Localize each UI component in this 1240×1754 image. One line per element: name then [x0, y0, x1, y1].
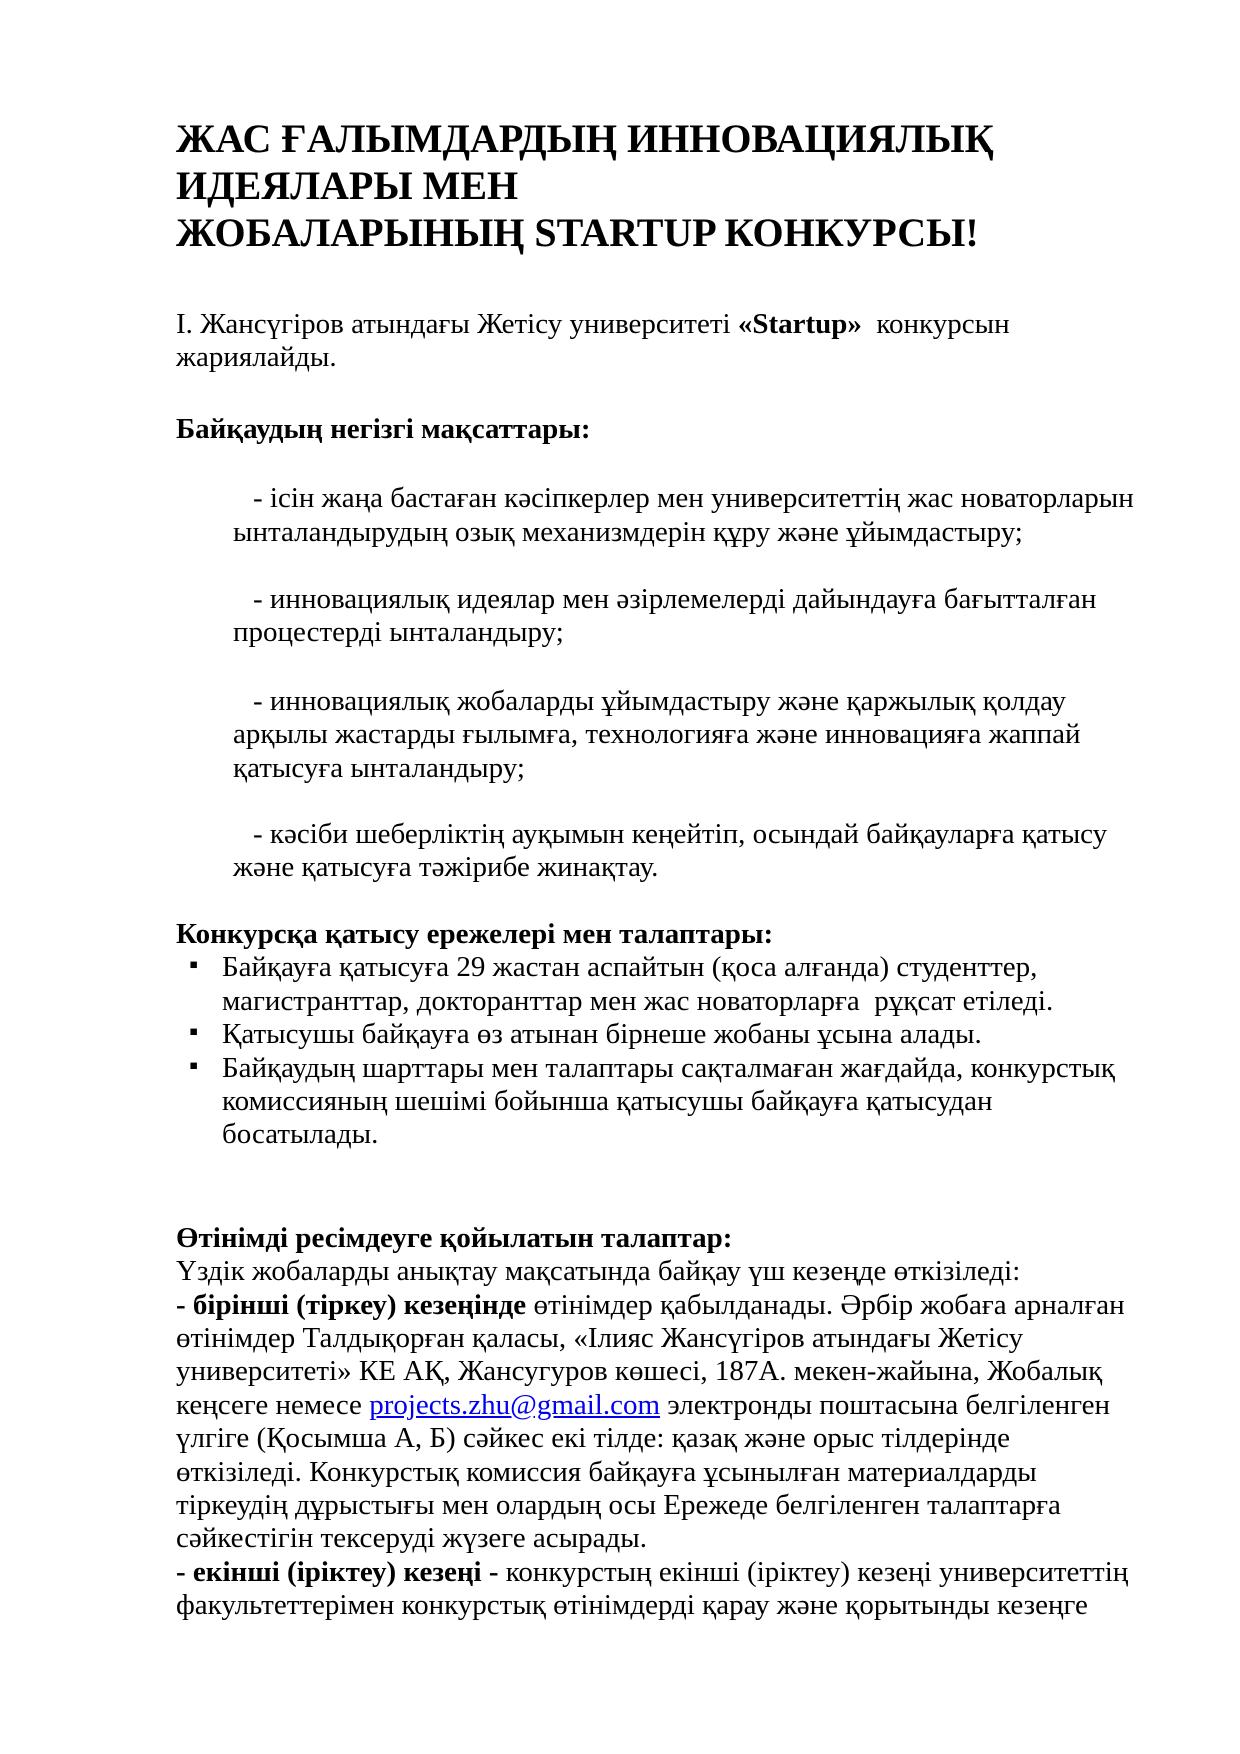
- rules-item-text: Байқаудың шарттары мен талаптары сақталмаған жағдайда, конкурстық комиссияның шешімі бойынша қатысушы байқауға қатысудан босатылады.: [222, 1051, 1123, 1151]
- stage1-paragraph: [176, 1289, 1136, 1556]
- goal-item-3: - инновациялық жобаларды ұйымдастыру және қаржылық қолдау арқылы жастарды ғылымға, технологияға және инновацияға жаппай қатысуға ынталандыру;: [233, 684, 1088, 784]
- rules-heading: Конкурсқа қатысу ережелері мен талаптары:: [176, 917, 774, 950]
- stage2-paragraph: [176, 1556, 1136, 1623]
- startup-keyword: «Startup»: [737, 308, 862, 340]
- rules-list-item-1: [176, 951, 1136, 1018]
- goal-item-2: - инновациялық идеялар мен әзірлемелерді дайындауға бағытталған процестерді ынталандыру;: [233, 583, 1104, 649]
- stage2-text: конкурстың екінші (іріктеу) кезеңі университеттің факультеттерімен конкурстық өтінімдерді қарау және қорытынды кезеңге: [176, 1555, 1136, 1622]
- rules-item-text: Байқауға қатысуға 29 жастан аспайтын (қоса алғанда) студенттер, магистранттар, докторанттар мен жас новаторларға рұқсат етіледі.: [222, 951, 1054, 1017]
- square-bullet-icon: ▪: [189, 1017, 199, 1047]
- title-line-1: ЖАС ҒАЛЫМДАРДЫҢ ИННОВАЦИЯЛЫҚ: [176, 116, 994, 161]
- rules-list-item-2: [176, 1018, 1136, 1051]
- stage2-lead-in: - екінші (іріктеу) кезеңі -: [176, 1555, 499, 1588]
- rules-list-item-3: [176, 1052, 1136, 1152]
- requirements-intro: Үздік жобаларды анықтау мақсатында байқау үш кезеңде өткізіледі:: [176, 1255, 1021, 1288]
- stage1-lead-in: - бірінші (тіркеу) кезеңінде: [176, 1288, 527, 1321]
- document-title: [176, 115, 1136, 256]
- goals-heading: Байқаудың негізгі мақсаттары:: [176, 412, 591, 445]
- goal-item-1: - ісін жаңа бастаған кәсіпкерлер мен университеттің жас новаторларын ынталандырудың озық механизмдерін құру және ұйымдастыру;: [233, 482, 1142, 548]
- requirements-heading: Өтінімді ресімдеуге қойылатын талаптар:: [176, 1221, 733, 1254]
- rules-list: [176, 951, 1136, 1151]
- intro-paragraph: [176, 308, 1136, 375]
- intro-line-2: жариялайды.: [176, 341, 337, 374]
- intro-text: І. Жансүгіров атындағы Жетісу университеті: [176, 308, 738, 340]
- stage1-text-continued: электронды поштасына белгіленген үлгіге (Қосымша А, Б) сәйкес екі тілде: қазақ және орыс тілдерінде өткізіледі. Конкурстық комиссия байқауға ұсынылған материалдарды тіркеудің дұрыстығы мен олардың осы Ережеде белгіленген талаптарға сәйкестігін тексеруді жүзеге асырады.: [176, 1388, 1118, 1555]
- rules-item-text: Қатысушы байқауға өз атынан бірнеше жобаны ұсына алады.: [222, 1018, 982, 1051]
- title-line-3: ЖОБАЛАРЫНЫҢ STARTUP КОНКУРСЫ!: [176, 210, 979, 255]
- goal-item-4: - кәсіби шеберліктің ауқымын кеңейтіп, осындай байқауларға қатысу және қатысуға тәжірибе жинақтау.: [233, 818, 1115, 884]
- square-bullet-icon: ▪: [189, 1050, 199, 1080]
- title-line-2: ИДЕЯЛАРЫ МЕН: [176, 163, 519, 208]
- square-bullet-icon: ▪: [189, 950, 199, 980]
- email-link[interactable]: projects.zhu@gmail.com: [369, 1388, 661, 1421]
- intro-text-continued: конкурсын: [861, 308, 1010, 340]
- stage1-text: өтінімдер қабылданады. Әрбір жобаға арналған өтінімдер Талдықорған қаласы, «Ілияс Жансүгіров атындағы Жетісу университеті» КЕ АҚ, Жансугуров көшесі, 187А. мекен-жайына, Жобалық кеңсеге немесе: [176, 1288, 1132, 1421]
